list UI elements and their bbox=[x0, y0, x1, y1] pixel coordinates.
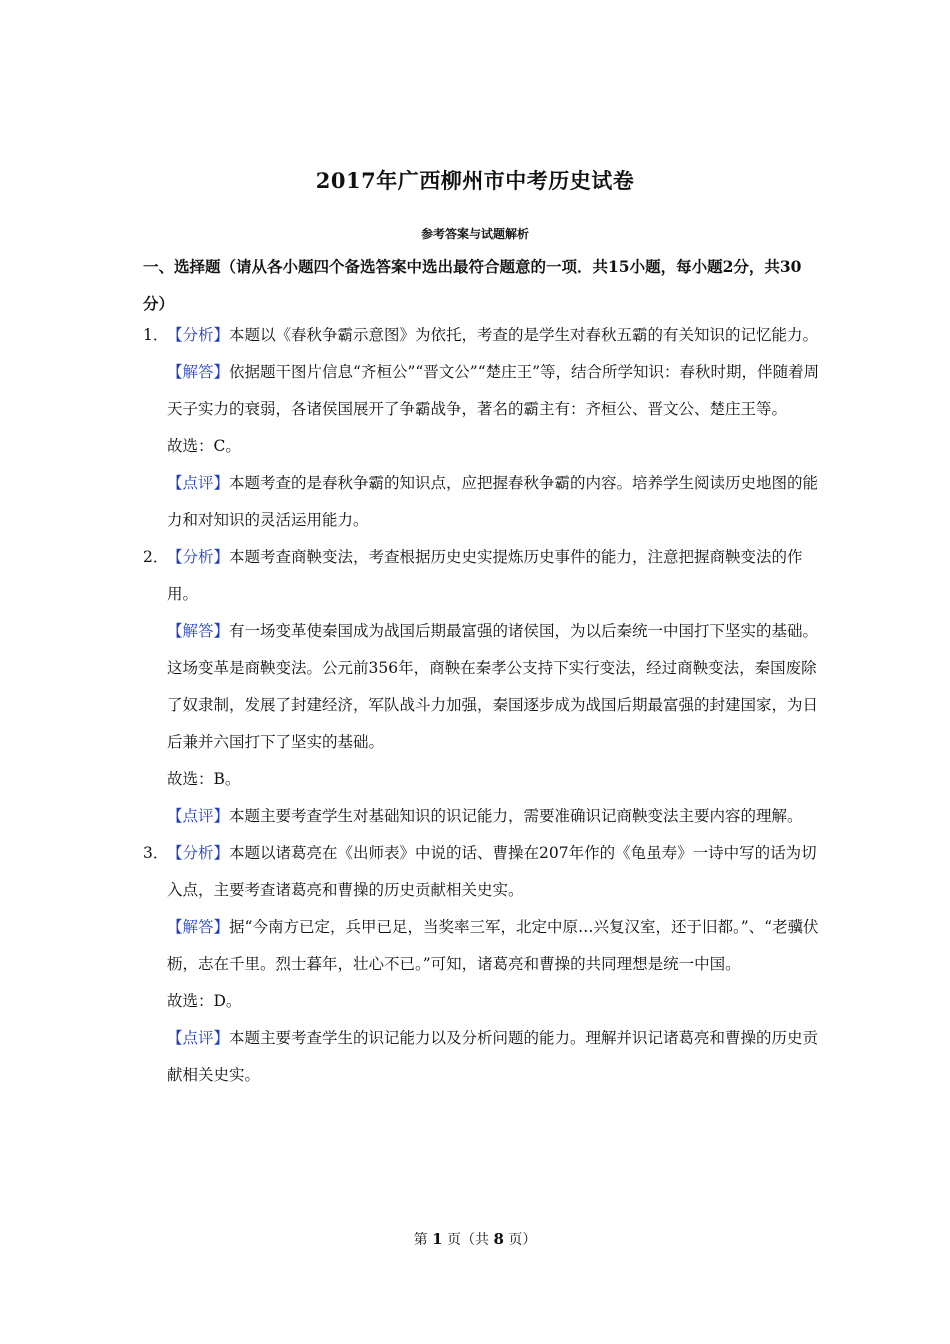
current-page-number: 1 bbox=[432, 1230, 443, 1248]
answer-paragraph bbox=[167, 354, 823, 428]
comment-tag: 【点评】 bbox=[167, 1029, 230, 1047]
analysis-tag: 【分析】 bbox=[167, 844, 230, 862]
comment-tag: 【点评】 bbox=[167, 807, 230, 825]
answer-text: 据“今南方已定，兵甲已足，当奖率三军，北定中原…兴复汉室，还于旧都。”、“老骥伏枥，志在千里。烈士暮年，壮心不已。”可知，诸葛亮和曹操的共同理想是统一中国。 bbox=[167, 918, 819, 973]
footer-prefix: 第 bbox=[413, 1232, 433, 1248]
section-heading: 一、选择题（请从各小题四个备选答案中选出最符合题意的一项．共15小题，每小题2分，共30分） bbox=[143, 257, 802, 313]
question-3 bbox=[143, 835, 823, 1094]
analysis-tag: 【分析】 bbox=[167, 326, 230, 344]
document-title: 2017年广西柳州市中考历史试卷 bbox=[315, 168, 635, 193]
document-subtitle: 参考答案与试题解析 bbox=[420, 227, 529, 241]
comment-text: 本题主要考查学生的识记能力以及分析问题的能力。理解并识记诸葛亮和曹操的历史贡献相关史实。 bbox=[167, 1029, 819, 1084]
analysis-text: 本题以诸葛亮在《出师表》中说的话、曹操在207年作的《龟虽寿》一诗中写的话为切入点，主要考查诸葛亮和曹操的历史贡献相关史实。 bbox=[167, 844, 817, 899]
answer-tag: 【解答】 bbox=[167, 363, 230, 381]
analysis-paragraph bbox=[167, 835, 823, 909]
total-page-count: 8 bbox=[493, 1230, 504, 1248]
answer-tag: 【解答】 bbox=[167, 622, 230, 640]
answer-tag: 【解答】 bbox=[167, 918, 230, 936]
analysis-text: 本题以《春秋争霸示意图》为依托，考查的是学生对春秋五霸的有关知识的记忆能力。 bbox=[229, 326, 819, 344]
analysis-paragraph bbox=[167, 539, 823, 613]
comment-paragraph bbox=[167, 1020, 823, 1094]
analysis-text: 本题考查商鞅变法，考查根据历史史实提炼历史事件的能力，注意把握商鞅变法的作用。 bbox=[167, 548, 803, 603]
comment-paragraph bbox=[167, 798, 823, 835]
analysis-paragraph bbox=[167, 317, 823, 354]
comment-tag: 【点评】 bbox=[167, 474, 230, 492]
questions-list bbox=[143, 317, 823, 1094]
comment-text: 本题主要考查学生对基础知识的识记能力，需要准确识记商鞅变法主要内容的理解。 bbox=[229, 807, 803, 825]
page-footer bbox=[0, 1229, 950, 1249]
choice-text: 故选：B。 bbox=[167, 770, 241, 788]
question-number: 1． bbox=[143, 326, 169, 344]
question-number: 3． bbox=[143, 844, 169, 862]
question-number: 2． bbox=[143, 548, 169, 566]
analysis-tag: 【分析】 bbox=[167, 548, 230, 566]
answer-text: 有一场变革使秦国成为战国后期最富强的诸侯国，为以后秦统一中国打下坚实的基础。这场变革是商鞅变法。公元前356年，商鞅在秦孝公支持下实行变法，经过商鞅变法，秦国废除了奴隶制，发展了封建经济，军队战斗力加强，秦国逐步成为战国后期最富强的封建国家，为日后兼并六国打下了坚实的基础。 bbox=[167, 622, 819, 751]
choice-text: 故选：D。 bbox=[167, 992, 242, 1010]
question-1 bbox=[143, 317, 823, 539]
choice-text: 故选：C。 bbox=[167, 437, 241, 455]
question-2 bbox=[143, 539, 823, 835]
answer-paragraph bbox=[167, 613, 823, 761]
comment-text: 本题考查的是春秋争霸的知识点，应把握春秋争霸的内容。培养学生阅读历史地图的能力和对知识的灵活运用能力。 bbox=[167, 474, 819, 529]
comment-paragraph bbox=[167, 465, 823, 539]
answer-text: 依据题干图片信息“齐桓公”“晋文公”“楚庄王”等，结合所学知识：春秋时期，伴随着周天子实力的衰弱，各诸侯国展开了争霸战争，著名的霸主有：齐桓公、晋文公、楚庄王等。 bbox=[167, 363, 820, 418]
answer-paragraph bbox=[167, 909, 823, 983]
footer-middle: 页（共 bbox=[442, 1232, 494, 1248]
footer-suffix: 页） bbox=[503, 1232, 537, 1248]
